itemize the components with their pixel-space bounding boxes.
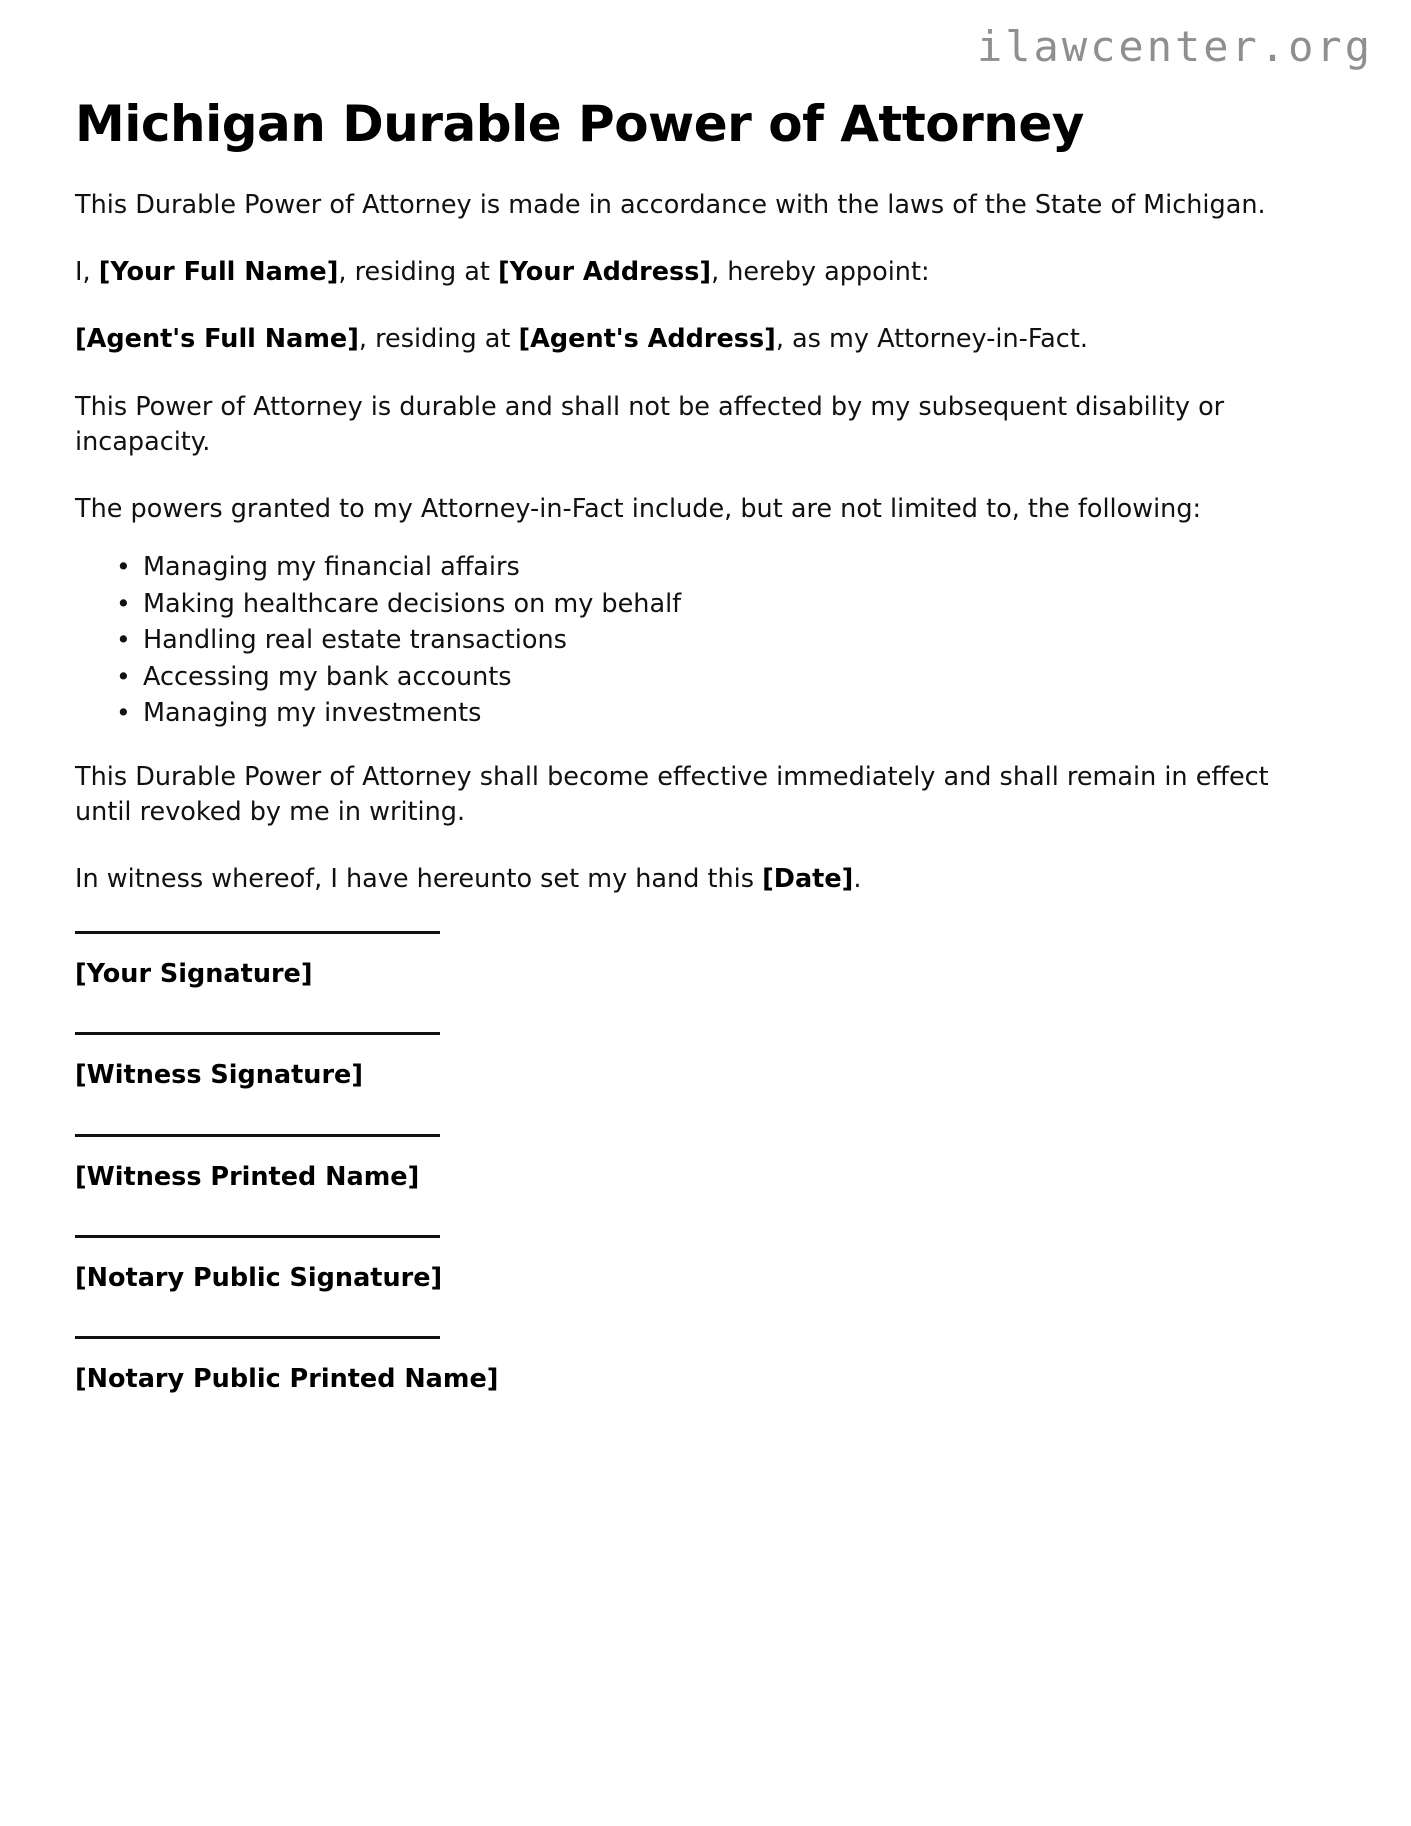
signature-label: [Your Signature] — [75, 959, 313, 990]
signature-block-witness-printed-name — [75, 1134, 1297, 1191]
witness-clause — [75, 862, 1297, 897]
agent-address-placeholder: [Agent's Address] — [518, 324, 776, 355]
signature-label: [Witness Printed Name] — [75, 1161, 420, 1192]
agent-suffix: , as my Attorney-in-Fact. — [775, 324, 1088, 355]
witness-clause-suffix: . — [853, 864, 862, 895]
signature-blocks — [75, 931, 1297, 1392]
document-content — [75, 96, 1297, 1437]
signature-line — [75, 1235, 440, 1238]
effectiveness-paragraph: This Durable Power of Attorney shall become effective immediately and shall remain in effect until revoked by me in writing. — [75, 761, 1269, 828]
list-item: • Accessing my bank accounts — [143, 663, 1297, 692]
list-item: • Managing my investments — [143, 699, 1297, 728]
principal-line — [75, 255, 1297, 290]
agent-name-placeholder: [Agent's Full Name] — [75, 324, 359, 355]
page-title: Michigan Durable Power of Attorney — [75, 95, 1084, 153]
signature-label: [Notary Public Signature] — [75, 1262, 443, 1293]
list-item: • Managing my financial affairs — [143, 553, 1297, 582]
site-watermark: ilawcenter.org — [976, 22, 1373, 71]
signature-line — [75, 1336, 440, 1339]
list-item: • Handling real estate transactions — [143, 626, 1297, 655]
agent-line — [75, 322, 1297, 357]
signature-line — [75, 1032, 440, 1035]
principal-address-placeholder: [Your Address] — [498, 257, 712, 288]
signature-block-witness-signature — [75, 1032, 1297, 1089]
powers-intro-paragraph: The powers granted to my Attorney-in-Fact include, but are not limited to, the following: — [75, 493, 1202, 524]
signature-label: [Notary Public Printed Name] — [75, 1363, 499, 1394]
date-placeholder: [Date] — [762, 864, 854, 895]
list-item: • Making healthcare decisions on my behalf — [143, 590, 1297, 619]
principal-prefix: I, — [75, 257, 99, 288]
witness-clause-prefix: In witness whereof, I have hereunto set my hand this — [75, 864, 763, 895]
signature-label: [Witness Signature] — [75, 1060, 363, 1091]
signature-line — [75, 931, 440, 934]
powers-list — [75, 553, 1297, 728]
principal-name-placeholder: [Your Full Name] — [98, 257, 339, 288]
signature-block-notary-signature — [75, 1235, 1297, 1292]
signature-line — [75, 1134, 440, 1137]
durability-paragraph: This Power of Attorney is durable and shall not be affected by my subsequent disability or incapacity. — [75, 391, 1225, 457]
principal-middle: , residing at — [338, 257, 499, 288]
principal-suffix: , hereby appoint: — [711, 257, 930, 288]
signature-block-notary-printed-name — [75, 1336, 1297, 1393]
intro-paragraph: This Durable Power of Attorney is made in accordance with the laws of the State of Michigan. — [75, 190, 1266, 220]
agent-middle: , residing at — [358, 324, 519, 355]
signature-block-your-signature — [75, 931, 1297, 988]
